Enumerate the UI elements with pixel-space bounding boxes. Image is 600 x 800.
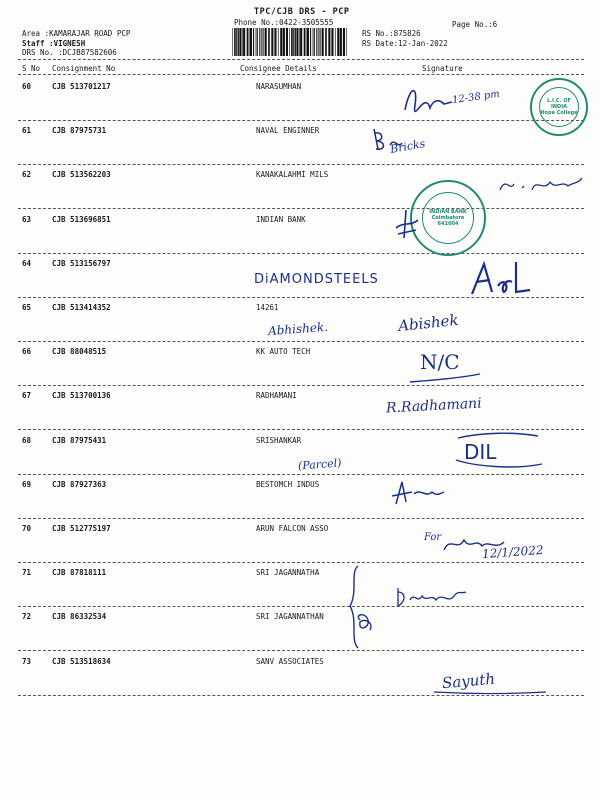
barcode-bar — [243, 28, 245, 56]
barcode-bar — [277, 28, 278, 56]
staff-label: Staff :VIGNESH — [22, 39, 86, 48]
barcode-bar — [234, 28, 236, 56]
barcode-bar — [274, 28, 276, 56]
rs-number: RS No.:875826 — [362, 29, 421, 38]
barcode-bar — [256, 28, 257, 56]
serial-number: 61 — [22, 126, 32, 135]
consignment-number: CJB 87975431 — [52, 436, 107, 445]
serial-number: 64 — [22, 259, 32, 268]
row-divider — [18, 208, 584, 209]
barcode-bar — [268, 28, 270, 56]
barcode-bar — [250, 28, 252, 56]
barcode-bar — [253, 28, 254, 56]
row-divider — [18, 518, 584, 519]
barcode-bar — [316, 28, 317, 56]
serial-number: 72 — [22, 612, 32, 621]
handwritten-parcel: (Parcel) — [297, 456, 342, 473]
signature-73-underline — [430, 686, 550, 700]
consignment-number: CJB 513701217 — [52, 82, 111, 91]
handwritten-diamond-steels: DiAMONDSTEELS — [254, 272, 379, 287]
handwritten-bricks: Bricks — [389, 137, 427, 156]
header-divider — [18, 59, 584, 60]
barcode-bar — [261, 28, 262, 56]
col-consignee: Consignee Details — [240, 64, 317, 73]
signature-71-72-brace — [330, 562, 390, 652]
barcode-bar — [314, 28, 315, 56]
consignee-name: ARUN FALCON ASSO — [256, 524, 329, 533]
barcode-bar — [259, 28, 260, 56]
barcode-bar — [295, 28, 296, 56]
barcode-bar — [346, 28, 347, 56]
consignee-name: KANAKALAHMI MILS — [256, 170, 329, 179]
serial-number: 66 — [22, 347, 32, 356]
row-divider — [18, 341, 584, 342]
barcode-bar — [257, 28, 258, 56]
row-divider — [18, 164, 584, 165]
serial-number: 65 — [22, 303, 32, 312]
barcode-bar — [299, 28, 300, 56]
consignee-name: BESTOMCH INDUS — [256, 480, 320, 489]
barcode-bar — [337, 28, 339, 56]
consignment-number: CJB 513700136 — [52, 391, 111, 400]
row-divider — [18, 120, 584, 121]
serial-number: 71 — [22, 568, 32, 577]
handwritten-signature-73: Sayuth — [441, 669, 496, 693]
consignment-number: CJB 88048515 — [52, 347, 107, 356]
signature-63 — [392, 208, 422, 242]
barcode-bar — [239, 28, 241, 56]
serial-number: 63 — [22, 215, 32, 224]
barcode-bar — [296, 28, 298, 56]
serial-number: 68 — [22, 436, 32, 445]
consignment-number: CJB 513414352 — [52, 303, 111, 312]
page-number: Page No.:6 — [452, 20, 498, 29]
lic-stamp — [530, 78, 588, 136]
row-divider — [18, 253, 584, 254]
barcode-bar — [313, 28, 314, 56]
phone-number: Phone No.:0422-3505555 — [234, 18, 334, 27]
row-divider — [18, 385, 584, 386]
barcode-bar — [278, 28, 279, 56]
consignee-name: RADHAMANI — [256, 391, 297, 400]
consignee-name: 14261 — [256, 303, 279, 312]
row-divider — [18, 606, 584, 607]
consignment-number: CJB 513518634 — [52, 657, 111, 666]
indian-bank-stamp-text: INDIAN BANK Coimbatore 641004 — [429, 208, 467, 227]
barcode-bar — [320, 28, 321, 56]
signature-71 — [392, 582, 472, 612]
handwritten-abhishek: Abhishek. — [267, 319, 329, 339]
barcode-bar — [236, 28, 237, 56]
signature-64 — [466, 258, 536, 298]
column-divider — [18, 74, 584, 75]
barcode-bar — [300, 28, 302, 56]
serial-number: 73 — [22, 657, 32, 666]
consignment-number: CJB 87975731 — [52, 126, 107, 135]
signature-61 — [370, 125, 410, 155]
signature-70 — [440, 530, 510, 560]
handwritten-dil: DIL — [464, 440, 497, 464]
barcode-bar — [307, 28, 309, 56]
barcode-bar — [304, 28, 306, 56]
row-divider — [18, 562, 584, 563]
serial-number: 69 — [22, 480, 32, 489]
barcode-bar — [335, 28, 336, 56]
barcode-bar — [286, 28, 288, 56]
handwritten-radhamani: R.Radhamani — [385, 395, 483, 417]
barcode-bar — [343, 28, 345, 56]
signature-69 — [388, 478, 448, 508]
handwritten-time: 12-38 pm — [451, 88, 501, 107]
barcode-bar — [249, 28, 250, 56]
row-divider — [18, 650, 584, 651]
col-sno: S No — [22, 64, 41, 73]
consignment-number: CJB 512775197 — [52, 524, 111, 533]
consignment-number: CJB 86332534 — [52, 612, 107, 621]
consignee-name: SANV ASSOCIATES — [256, 657, 324, 666]
barcode-bar — [322, 28, 324, 56]
col-signature: Signature — [422, 64, 463, 73]
barcode-bar — [271, 28, 273, 56]
consignee-name: NARASUMHAN — [256, 82, 302, 91]
barcode-bar — [340, 28, 342, 56]
consignee-name: SRISHANKAR — [256, 436, 302, 445]
lic-stamp-text: L.I.C. OF INDIA Hope College — [540, 97, 578, 116]
barcode-bar — [306, 28, 307, 56]
serial-number: 62 — [22, 170, 32, 179]
barcode-bar — [318, 28, 319, 56]
consignee-name: KK AUTO TECH — [256, 347, 311, 356]
barcode-bar — [283, 28, 285, 56]
barcode-bar — [331, 28, 333, 56]
barcode — [232, 28, 350, 56]
barcode-bar — [289, 28, 290, 56]
area-label: Area :KAMARAJAR ROAD PCP — [22, 29, 131, 38]
col-consignment: Consignment No — [52, 64, 116, 73]
consignee-name: INDIAN BANK — [256, 215, 306, 224]
report-title: TPC/CJB DRS - PCP — [254, 7, 350, 17]
barcode-bar — [293, 28, 294, 56]
handwritten-date: 12/1/2022 — [481, 542, 544, 562]
serial-number: 60 — [22, 82, 32, 91]
barcode-bar — [328, 28, 330, 56]
signature-66-underline — [404, 348, 484, 388]
consignee-name: NAVAL ENGINNER — [256, 126, 320, 135]
barcode-bar — [242, 28, 243, 56]
consignment-number: CJB 513156797 — [52, 259, 111, 268]
consignment-number: CJB 87927363 — [52, 480, 107, 489]
barcode-bar — [247, 28, 249, 56]
rs-date: RS Date:12-Jan-2022 — [362, 39, 448, 48]
handwritten-for: For — [424, 532, 442, 543]
handwritten-abhishek-sign: Abishek — [397, 310, 460, 336]
barcode-bar — [280, 28, 282, 56]
consignment-number: CJB 87818111 — [52, 568, 107, 577]
signature-62 — [496, 172, 586, 196]
barcode-bar — [325, 28, 327, 56]
consignment-number: CJB 513696851 — [52, 215, 111, 224]
signature-68-box — [454, 430, 544, 480]
drs-number: DRS No. :DCJB87582606 — [22, 48, 117, 57]
barcode-bar — [263, 28, 264, 56]
serial-number: 70 — [22, 524, 32, 533]
consignment-number: CJB 513562203 — [52, 170, 111, 179]
serial-number: 67 — [22, 391, 32, 400]
barcode-bar — [334, 28, 335, 56]
consignee-name: SRI JAGANNATHA — [256, 568, 320, 577]
handwritten-nc: N/C — [420, 350, 460, 374]
signature-60 — [400, 80, 460, 120]
barcode-bar — [291, 28, 293, 56]
barcode-bar — [265, 28, 267, 56]
barcode-bar — [232, 28, 233, 56]
barcode-bar — [238, 28, 239, 56]
barcode-bar — [310, 28, 311, 56]
consignee-name: SRI JAGANNATHAN — [256, 612, 324, 621]
